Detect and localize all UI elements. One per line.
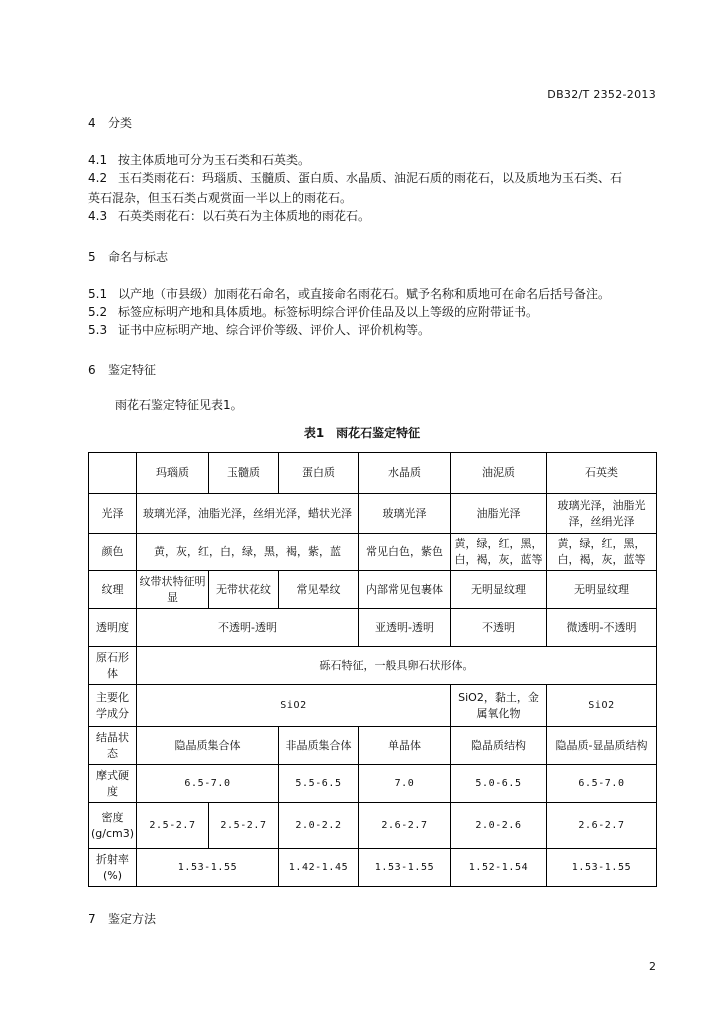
- clause-number: 4.1: [88, 153, 108, 167]
- table-cell: 隐晶质-显晶质结构: [547, 727, 657, 765]
- table-cell: 玻璃光泽，油脂光泽，丝绢光泽，蜡状光泽: [137, 494, 359, 534]
- row-label: 主要化学成分: [89, 685, 137, 727]
- table-row-composition: [89, 685, 657, 727]
- table-cell: 不透明-透明: [137, 609, 359, 647]
- table-cell: 黄，灰，红，白，绿，黑，褐，紫，蓝: [137, 534, 359, 571]
- row-label: 折射率(%): [89, 849, 137, 887]
- table-cell: 1.53-1.55: [137, 849, 279, 887]
- table-row-luster: [89, 494, 657, 534]
- table-header-cell: [89, 453, 137, 494]
- clause-5-1: [88, 284, 610, 304]
- standard-code: DB32/T 2352-2013: [547, 88, 656, 101]
- section-number: 7: [88, 912, 96, 926]
- section-title: 鉴定方法: [108, 912, 157, 926]
- table-header-row: [89, 453, 657, 494]
- table-cell: SiO2: [547, 685, 657, 727]
- clause-text: 以产地（市县级）加雨花石命名，或直接命名雨花石。赋予名称和质地可在命名后括号备注。: [118, 287, 611, 301]
- clause-number: 4.2: [88, 171, 108, 185]
- table-cell: 常见白色，紫色: [359, 534, 451, 571]
- clause-number: 5.2: [88, 305, 108, 319]
- table-cell: 内部常见包裹体: [359, 571, 451, 609]
- table-cell: 6.5-7.0: [547, 765, 657, 803]
- clause-text: 玉石类雨花石：玛瑙质、玉髓质、蛋白质、水晶质、油泥石质的雨花石，以及质地为玉石类、石: [118, 171, 623, 185]
- table-cell: SiO2: [137, 685, 451, 727]
- table-cell: 黄，绿，红，黑，白，褐，灰，蓝等: [547, 534, 657, 571]
- table-cell: 2.5-2.7: [209, 803, 279, 849]
- row-label: 摩式硬度: [89, 765, 137, 803]
- clause-5-2: [88, 302, 538, 322]
- table-row-color: [89, 534, 657, 571]
- table-cell: 黄，绿，红，黑，白，褐，灰，蓝等: [451, 534, 547, 571]
- row-label: 结晶状态: [89, 727, 137, 765]
- clause-4-3: [88, 206, 370, 226]
- table-cell: 单晶体: [359, 727, 451, 765]
- table-cell: 2.0-2.6: [451, 803, 547, 849]
- row-label: 颜色: [89, 534, 137, 571]
- table-cell: 常见晕纹: [279, 571, 359, 609]
- section-number: 4: [88, 116, 96, 130]
- table-row-transparency: [89, 609, 657, 647]
- clause-text: 按主体质地可分为玉石类和石英类。: [118, 153, 311, 167]
- section-4-heading: [88, 114, 132, 131]
- clause-number: 4.3: [88, 209, 108, 223]
- clause-text: 证书中应标明产地、综合评价等级、评价人、评价机构等。: [118, 323, 431, 337]
- table-row-hardness: [89, 765, 657, 803]
- table-row-refraction: [89, 849, 657, 887]
- table-cell: 微透明-不透明: [547, 609, 657, 647]
- table-cell: SiO2，黏土，金属氧化物: [451, 685, 547, 727]
- table-header-cell: 玉髓质: [209, 453, 279, 494]
- table-cell: 无明显纹理: [547, 571, 657, 609]
- clause-number: 5.1: [88, 287, 108, 301]
- section-6-heading: [88, 361, 156, 378]
- table-row-crystal: [89, 727, 657, 765]
- clause-5-3: [88, 320, 430, 340]
- table-header-cell: 玛瑙质: [137, 453, 209, 494]
- table-cell: 砾石特征，一般具卵石状形体。: [137, 647, 657, 685]
- clause-text: 石英类雨花石：以石英石为主体质地的雨花石。: [118, 209, 371, 223]
- row-label: 光泽: [89, 494, 137, 534]
- row-label: 透明度: [89, 609, 137, 647]
- identification-table: [88, 452, 657, 887]
- section-7-heading: [88, 910, 156, 927]
- table-cell: 1.53-1.55: [547, 849, 657, 887]
- table-reference-text: 雨花石鉴定特征见表1。: [115, 398, 243, 412]
- table-cell: 非晶质集合体: [279, 727, 359, 765]
- table-cell: 亚透明-透明: [359, 609, 451, 647]
- row-label: 原石形体: [89, 647, 137, 685]
- table-cell: 纹带状特征明显: [137, 571, 209, 609]
- table-row-texture: [89, 571, 657, 609]
- section-title: 命名与标志: [108, 250, 169, 264]
- table-header-cell: 石英类: [547, 453, 657, 494]
- table-row-shape: [89, 647, 657, 685]
- table-header-cell: 油泥质: [451, 453, 547, 494]
- table-cell: 不透明: [451, 609, 547, 647]
- table-cell: 2.6-2.7: [547, 803, 657, 849]
- table-cell: 1.42-1.45: [279, 849, 359, 887]
- row-label: 纹理: [89, 571, 137, 609]
- row-label: 密度(g/cm3): [89, 803, 137, 849]
- clause-text-continued: 英石混杂，但玉石类占观赏面一半以上的雨花石。: [88, 191, 353, 205]
- table-title: 表1 雨花石鉴定特征: [303, 426, 421, 440]
- section-5-heading: [88, 248, 168, 265]
- table-cell: 隐晶质结构: [451, 727, 547, 765]
- page-number: 2: [649, 960, 656, 973]
- table-cell: 5.5-6.5: [279, 765, 359, 803]
- table-cell: 2.5-2.7: [137, 803, 209, 849]
- table-cell: 2.0-2.2: [279, 803, 359, 849]
- table-cell: 无明显纹理: [451, 571, 547, 609]
- clause-4-2: [88, 168, 622, 208]
- clause-text: 标签应标明产地和具体质地。标签标明综合评价佳品及以上等级的应附带证书。: [118, 305, 539, 319]
- clause-number: 5.3: [88, 323, 108, 337]
- section-title: 鉴定特征: [108, 363, 157, 377]
- table-cell: 6.5-7.0: [137, 765, 279, 803]
- section-number: 6: [88, 363, 96, 377]
- table-cell: 7.0: [359, 765, 451, 803]
- section-title: 分类: [108, 116, 133, 130]
- table-cell: 1.52-1.54: [451, 849, 547, 887]
- table-header-cell: 蛋白质: [279, 453, 359, 494]
- clause-4-1: [88, 150, 310, 170]
- section-number: 5: [88, 250, 96, 264]
- table-row-density: [89, 803, 657, 849]
- table-cell: 5.0-6.5: [451, 765, 547, 803]
- table-cell: 隐晶质集合体: [137, 727, 279, 765]
- table-cell: 油脂光泽: [451, 494, 547, 534]
- table-cell: 玻璃光泽，油脂光泽，丝绢光泽: [547, 494, 657, 534]
- table-cell: 2.6-2.7: [359, 803, 451, 849]
- table-cell: 1.53-1.55: [359, 849, 451, 887]
- table-cell: 无带状花纹: [209, 571, 279, 609]
- table-header-cell: 水晶质: [359, 453, 451, 494]
- table-cell: 玻璃光泽: [359, 494, 451, 534]
